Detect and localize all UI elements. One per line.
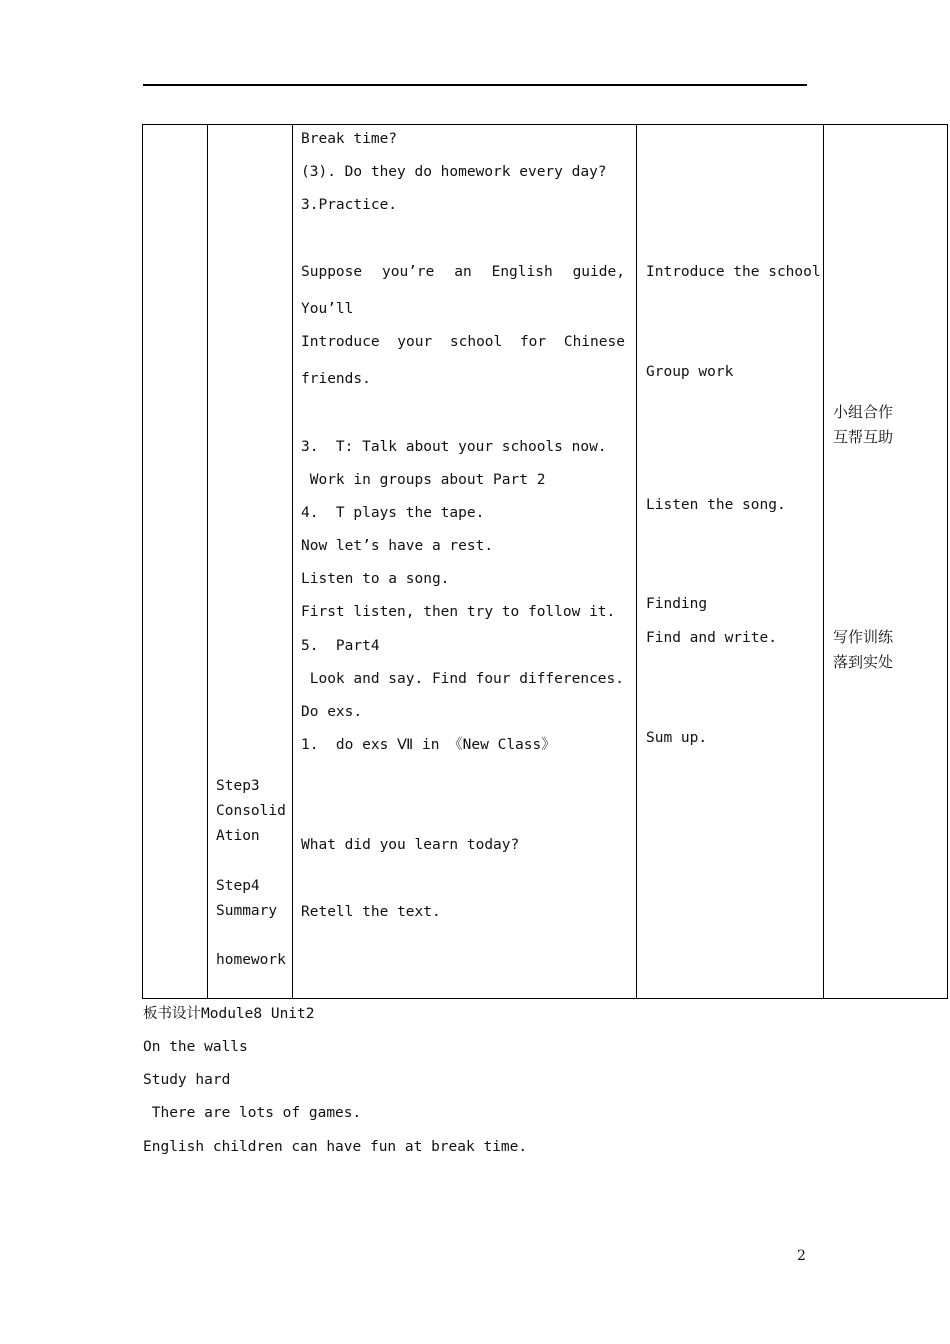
note-line: 小组合作 [833,403,894,421]
step-label: Step3 [216,778,260,794]
blackboard-heading: 板书设计Module8 Unit2 [143,1006,315,1022]
word: Introduce [301,334,380,350]
activity-line: Finding [646,596,708,612]
lesson-line: What did you learn today? [301,837,520,853]
lesson-line: Retell the text. [301,904,441,920]
word: an [454,264,472,280]
step-label: homework [216,952,286,968]
lesson-line: Listen to a song. [301,571,450,587]
word: school [449,334,503,350]
lesson-line: friends. [301,371,371,387]
activity-line: Introduce the school [646,264,821,280]
note-line: 落到实处 [833,653,894,671]
word: Suppose [301,264,363,280]
lesson-line: 4. T plays the tape. [301,505,485,521]
word: Chinese [563,334,625,350]
word: your [397,334,433,350]
step-label: Summary [216,903,278,919]
lesson-line: (3). Do they do homework every day? [301,164,607,180]
column-divider [207,125,208,998]
lesson-line: Look and say. Find four differences. [301,671,625,687]
blackboard-line: There are lots of games. [143,1105,362,1121]
word: guide, [572,264,625,280]
lesson-line: Do exs. [301,704,363,720]
lesson-line-justified [301,333,625,351]
lesson-line: First listen, then try to follow it. [301,604,616,620]
lesson-line-justified [301,263,625,281]
word: you’re [381,264,435,280]
lesson-line: 5. Part4 [301,638,380,654]
activity-line: Listen the song. [646,497,786,513]
page-number: 2 [797,1248,806,1264]
column-divider [636,125,637,998]
column-divider [823,125,824,998]
activity-line: Group work [646,364,734,380]
lesson-line: You’ll [301,301,354,317]
lesson-plan-table [142,124,948,999]
lesson-line: 3.Practice. [301,197,398,213]
lesson-line: Break time? [301,131,398,147]
lesson-line: 1. do exs Ⅶ in 《New Class》 [301,737,556,753]
blackboard-line: On the walls [143,1039,248,1055]
note-line: 写作训练 [833,628,894,646]
lesson-line: Now let’s have a rest. [301,538,494,554]
activity-line: Find and write. [646,630,777,646]
step-label: Step4 [216,878,260,894]
lesson-line: 3. T: Talk about your schools now. [301,439,607,455]
column-divider [292,125,293,998]
header-rule [143,84,807,86]
step-label: Consolid [216,803,286,819]
blackboard-line: Study hard [143,1072,231,1088]
note-line: 互帮互助 [833,428,894,446]
word: English [491,264,553,280]
step-label: Ation [216,828,260,844]
lesson-line: Work in groups about Part 2 [301,472,546,488]
word: for [519,334,547,350]
blackboard-line: English children can have fun at break time. [143,1139,528,1155]
activity-line: Sum up. [646,730,708,746]
